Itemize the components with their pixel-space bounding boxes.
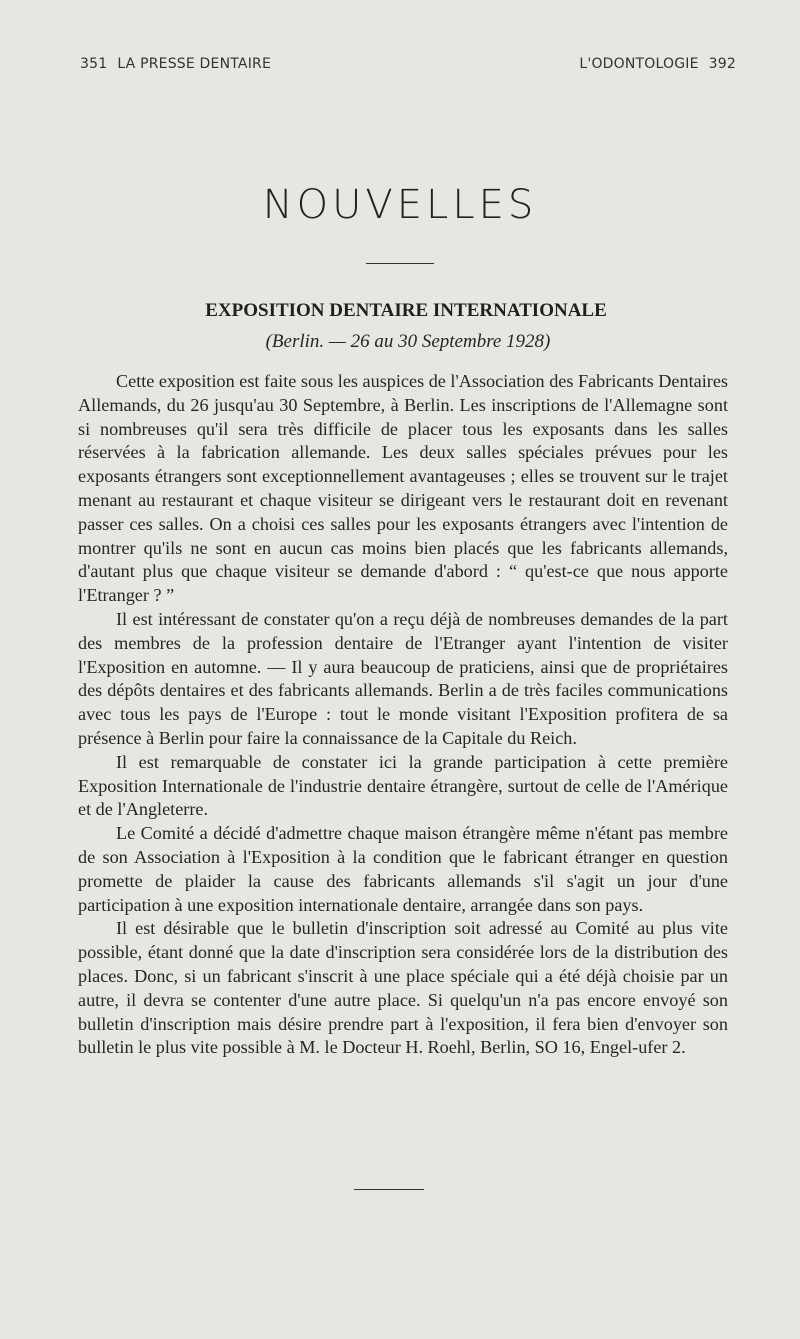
end-divider	[354, 1189, 424, 1190]
paragraph-1: Cette exposition est faite sous les auspices de l'Association des Fabricants Dentaires Allemands, du 26 jusqu'au 30 Septembre, à Berlin. Les inscriptions de l'Allemagne sont si nombreuses qu'il sera très difficile de placer tous les exposants dans les salles réservées à la fabrication allemande. Les deux salles spéciales prévues pour les exposants étrangers sont exceptionnellement avantageuses ; elles se trouvent sur le trajet menant au restaurant et chaque visiteur se dirigeant vers le restaurant doit en revenant passer ces salles. On a choisi ces salles pour les exposants étrangers avec l'intention de montrer qu'ils ne sont en aucun cas moins bien placés que les fabricants allemands, d'autant plus que chaque visiteur se demande d'abord : “ qu'est-ce que nous apporte l'Etranger ? ”	[78, 371, 728, 606]
right-journal-name: L'ODONTOLOGIE	[579, 56, 699, 72]
running-header-left	[80, 56, 271, 72]
running-header-right	[579, 56, 736, 72]
section-divider-top	[366, 263, 434, 264]
paragraph-3: Il est remarquable de constater ici la grande participation à cette première Exposition Internationale de l'industrie dentaire étrangère, surtout de celle de l'Amérique et de l'Angleterre.	[78, 751, 728, 820]
paragraph-4: Le Comité a décidé d'admettre chaque maison étrangère même n'étant pas membre de son Association à l'Exposition à la condition que le fabricant étranger en question promette de plaider la cause des fabricants allemands s'il s'agit un jour d'une participation à une exposition internationale dentaire, arrangée dans son pays.	[78, 823, 728, 915]
paragraph-2: Il est intéressant de constater qu'on a reçu déjà de nombreuses demandes de la part des membres de la profession dentaire de l'Etranger ayant l'intention de visiter l'Exposition en automne. — Il y aura beaucoup de praticiens, ainsi que de propriétaires des dépôts dentaires et des fabricants allemands. Berlin a de très faciles communications avec tous les pays de l'Europe : tout le monde visitant l'Exposition profitera de sa présence à Berlin pour faire la connaissance de la Capitale du Reich.	[78, 608, 728, 748]
running-header	[80, 56, 736, 72]
left-page-number: 351	[80, 56, 108, 72]
section-title: NOUVELLES	[262, 182, 538, 228]
article-title: EXPOSITION DENTAIRE INTERNATIONALE	[205, 300, 607, 321]
paragraph-5: Il est désirable que le bulletin d'inscription soit adressé au Comité au plus vite possible, étant donné que la date d'inscription sera considérée lors de la distribution des places. Donc, si un fabricant s'inscrit à une place spéciale qui a été déjà choisie par un autre, il devra se contenter d'une autre place. Si quelqu'un n'a pas encore envoyé son bulletin d'inscription mais désire prendre part à l'exposition, il fera bien d'envoyer son bulletin le plus vite possible à M. le Docteur H. Roehl, Berlin, SO 16, Engel-ufer 2.	[78, 918, 728, 1058]
left-journal-name: LA PRESSE DENTAIRE	[117, 56, 272, 72]
right-page-number: 392	[708, 56, 736, 72]
article-subtitle: (Berlin. — 26 au 30 Septembre 1928)	[265, 331, 551, 352]
article-body	[78, 370, 728, 1060]
